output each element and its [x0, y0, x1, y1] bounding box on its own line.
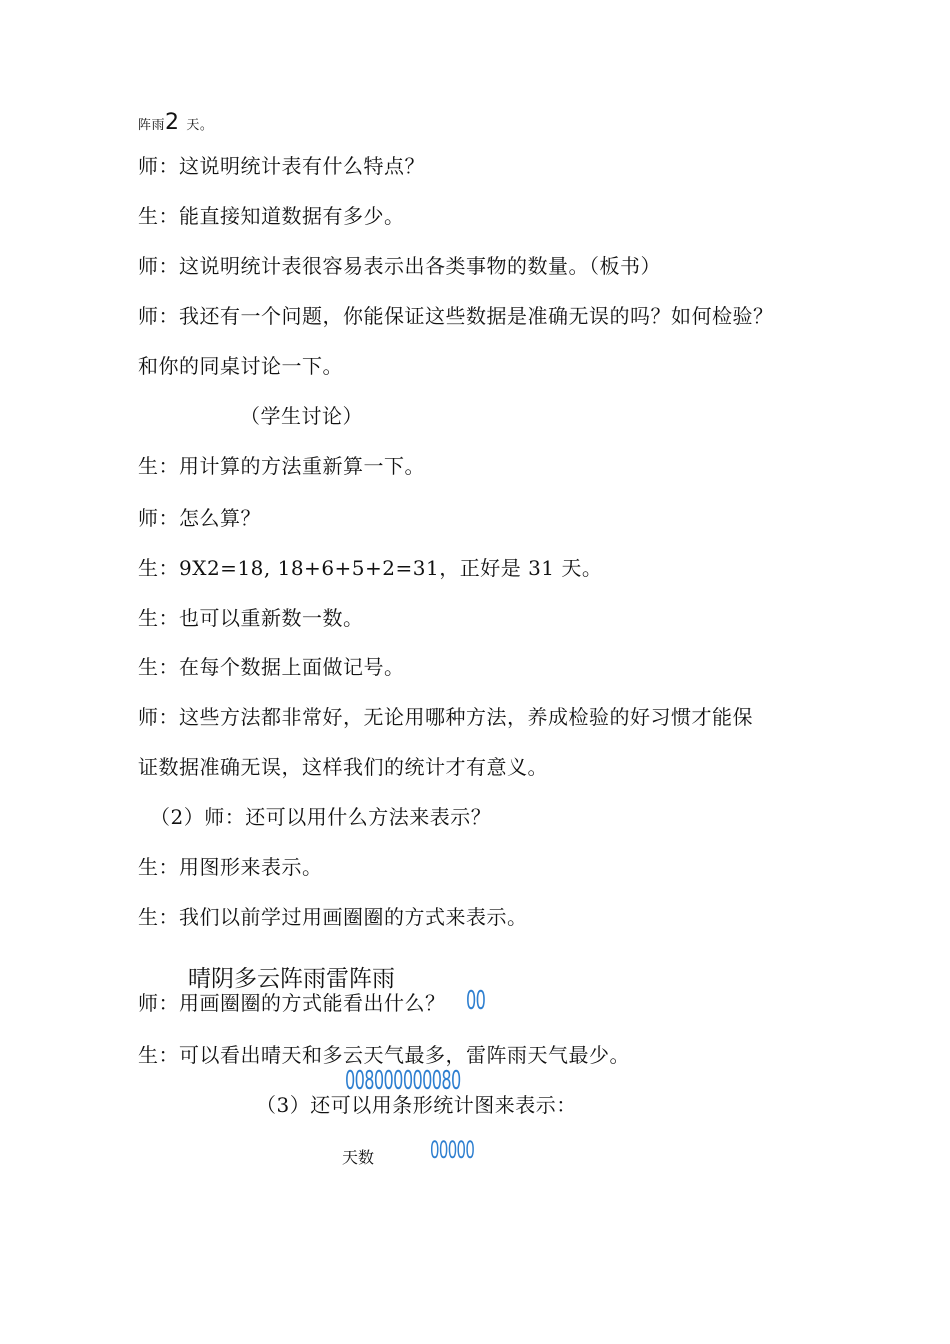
fragment-line [138, 110, 213, 138]
dialogue-line-17: 师：用画圈圈的方式能看出什么？ [138, 991, 446, 1015]
dialogue-line-13: 证数据准确无误，这样我们的统计才有意义。 [138, 755, 548, 779]
circle-marks-row-3: 00000 [430, 1136, 475, 1164]
circle-marks-row-1: 00 [466, 986, 486, 1016]
dialogue-line-5: 和你的同桌讨论一下。 [138, 354, 343, 378]
dialogue-line-3: 师：这说明统计表很容易表示出各类事物的数量。（板书） [138, 254, 661, 278]
fragment-number: 2 [165, 110, 180, 135]
dialogue-line-2: 生：能直接知道数据有多少。 [138, 204, 405, 228]
dialogue-line-10: 生：也可以重新数一数。 [138, 606, 364, 630]
dialogue-line-4: 师：我还有一个问题，你能保证这些数据是准确无误的吗？如何检验？ [138, 304, 774, 328]
dialogue-line-12: 师：这些方法都非常好，无论用哪种方法，养成检验的好习惯才能保 [138, 705, 753, 729]
y-axis-label: 天数 [342, 1148, 375, 1167]
circle-marks-row-2: 008000000080 [345, 1066, 461, 1096]
dialogue-line-6: （学生讨论） [240, 404, 363, 428]
dialogue-line-14: （2）师：还可以用什么方法来表示？ [150, 805, 492, 829]
weather-header: 晴阴多云阵雨雷阵雨 [188, 966, 395, 992]
dialogue-line-9: 生：9X2=18, 18+6+5+2=31，正好是 31 天。 [138, 556, 603, 580]
dialogue-line-15: 生：用图形来表示。 [138, 855, 323, 879]
dialogue-line-1: 师：这说明统计表有什么特点？ [138, 154, 425, 178]
circle-marks-row-3-clip [430, 1136, 500, 1164]
dialogue-line-19: （3）还可以用条形统计图来表示： [256, 1093, 577, 1117]
fragment-text-a: 阵雨 [138, 118, 166, 133]
dialogue-line-11: 生：在每个数据上面做记号。 [138, 655, 405, 679]
fragment-text-c: 天。 [186, 118, 214, 133]
dialogue-line-7: 生：用计算的方法重新算一下。 [138, 454, 425, 478]
dialogue-line-8: 师：怎么算？ [138, 506, 261, 530]
dialogue-line-16: 生：我们以前学过用画圈圈的方式来表示。 [138, 905, 528, 929]
dialogue-line-18: 生：可以看出晴天和多云天气最多，雷阵雨天气最少。 [138, 1043, 630, 1067]
